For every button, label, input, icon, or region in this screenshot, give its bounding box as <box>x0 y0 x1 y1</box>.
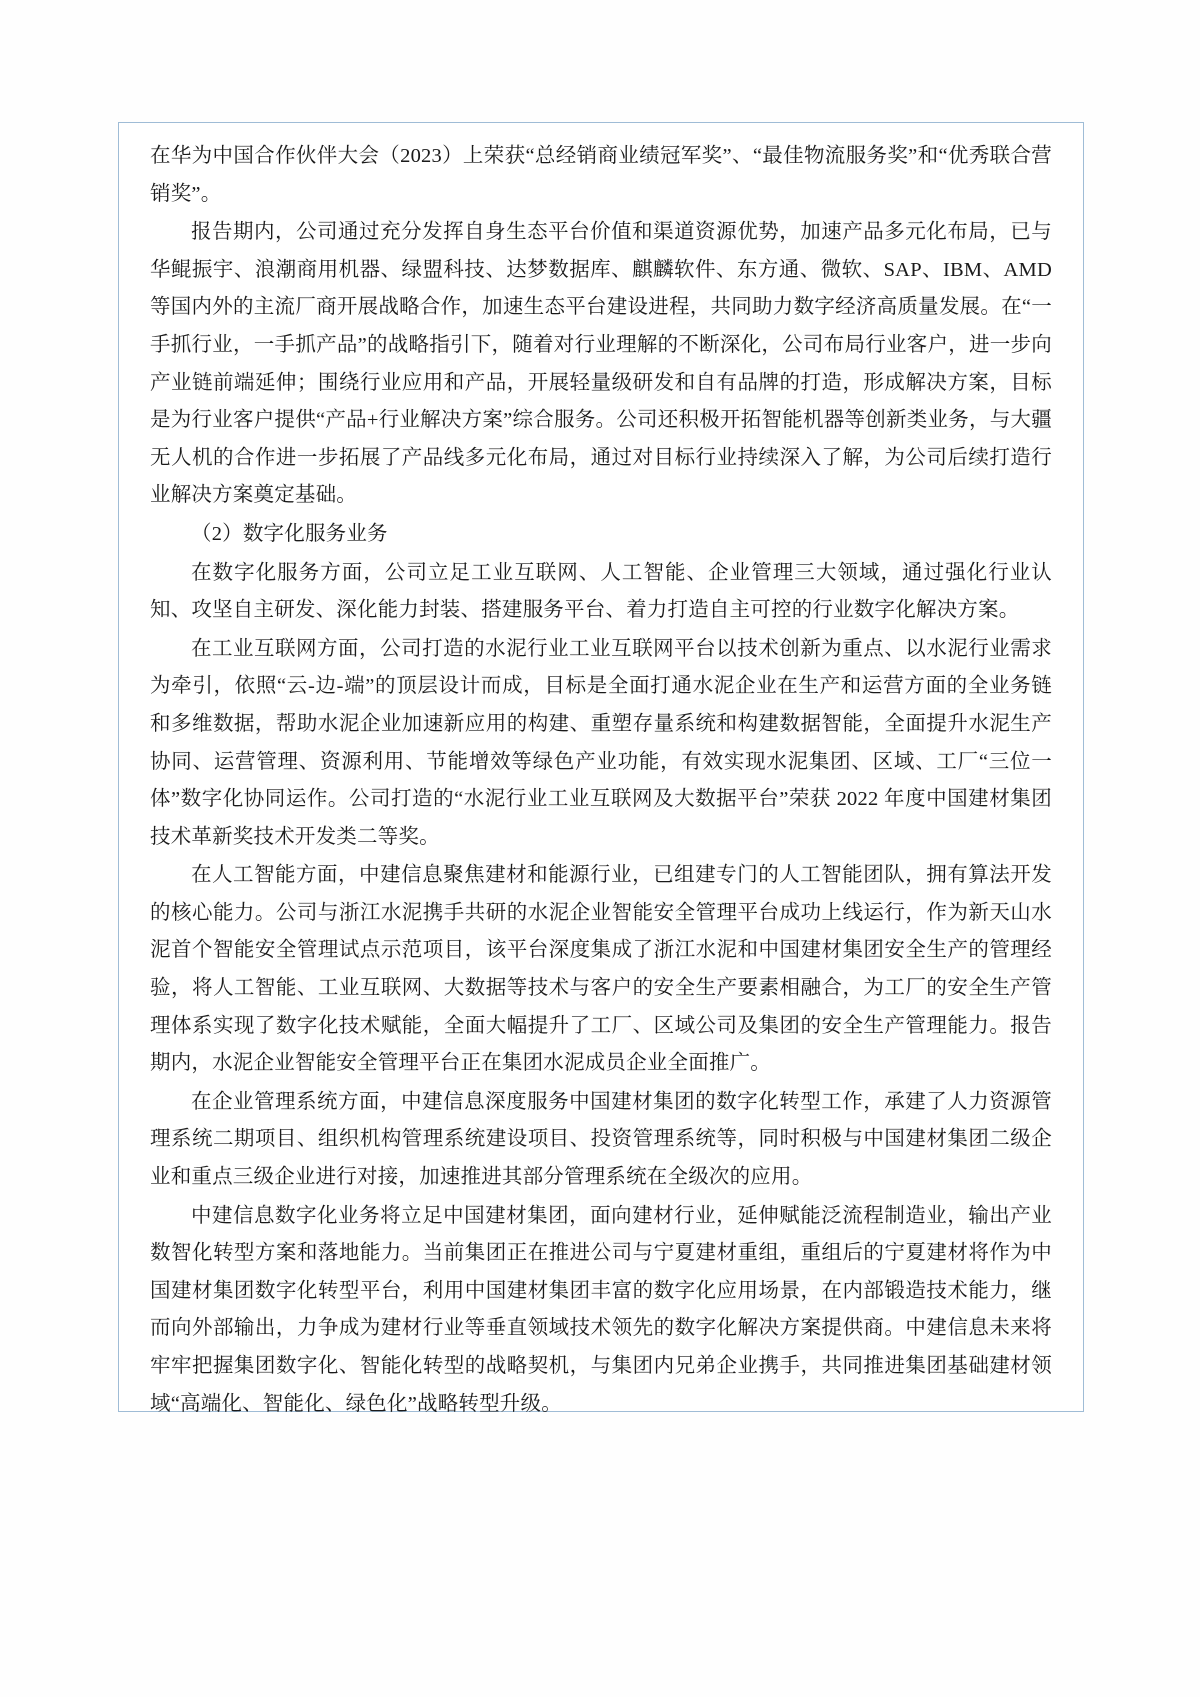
paragraph: 在企业管理系统方面，中建信息深度服务中国建材集团的数字化转型工作，承建了人力资源管理系统二期项目、组织机构管理系统建设项目、投资管理系统等，同时积极与中国建材集团二级企业和重点三级企业进行对接，加速推进其部分管理系统在全级次的应用。 <box>150 1090 1052 1189</box>
paragraph: 报告期内，公司通过充分发挥自身生态平台价值和渠道资源优势，加速产品多元化布局，已与华鲲振宇、浪潮商用机器、绿盟科技、达梦数据库、麒麟软件、东方通、微软、SAP、IBM、AMD 等国内外的主流厂商开展战略合作，加速生态平台建设进程，共同助力数字经济高质量发展。在“一手抓行业，一手抓产品”的战略指引下，随着对行业理解的不断深化，公司布局行业客户，进一步向产业链前端延伸；围绕行业应用和产品，开展轻量级研发和自有品牌的打造，形成解决方案，目标是为行业客户提供“产品+行业解决方案”综合服务。公司还积极开拓智能机器等创新类业务，与大疆无人机的合作进一步拓展了产品线多元化布局，通过对目标行业持续深入了解，为公司后续打造行业解决方案奠定基础。 <box>150 221 1052 507</box>
paragraph: 在华为中国合作伙伴大会（2023）上荣获“总经销商业绩冠军奖”、“最佳物流服务奖”和“优秀联合营销奖”。 <box>150 145 1052 205</box>
paragraph: 在数字化服务方面，公司立足工业互联网、人工智能、企业管理三大领域，通过强化行业认知、攻坚自主研发、深化能力封装、搭建服务平台、着力打造自主可控的行业数字化解决方案。 <box>150 561 1052 622</box>
paragraph: 在工业互联网方面，公司打造的水泥行业工业互联网平台以技术创新为重点、以水泥行业需求为牵引，依照“云-边-端”的顶层设计而成，目标是全面打通水泥企业在生产和运营方面的全业务链和多维数据，帮助水泥企业加速新应用的构建、重塑存量系统和构建数据智能，全面提升水泥生产协同、运营管理、资源利用、节能增效等绿色产业功能，有效实现水泥集团、区域、工厂“三位一体”数字化协同运作。公司打造的“水泥行业工业互联网及大数据平台”荣获 2022 年度中国建材集团技术革新奖技术开发类二等奖。 <box>150 637 1052 848</box>
paragraph: 中建信息数字化业务将立足中国建材集团，面向建材行业，延伸赋能泛流程制造业，输出产业数智化转型方案和落地能力。当前集团正在推进公司与宁夏建材重组，重组后的宁夏建材将作为中国建材集团数字化转型平台，利用中国建材集团丰富的数字化应用场景，在内部锻造技术能力，继而向外部输出，力争成为建材行业等垂直领域技术领先的数字化解决方案提供商。中建信息未来将牢牢把握集团数字化、智能化转型的战略契机，与集团内兄弟企业携手，共同推进集团基础建材领域“高端化、智能化、绿色化”战略转型升级。 <box>150 1204 1052 1415</box>
paragraph: 在人工智能方面，中建信息聚焦建材和能源行业，已组建专门的人工智能团队，拥有算法开发的核心能力。公司与浙江水泥携手共研的水泥企业智能安全管理平台成功上线运行，作为新天山水泥首个智能安全管理试点示范项目，该平台深度集成了浙江水泥和中国建材集团安全生产的管理经验，将人工智能、工业互联网、大数据等技术与客户的安全生产要素相融合，为工厂的安全生产管理体系实现了数字化技术赋能，全面大幅提升了工厂、区域公司及集团的安全生产管理能力。报告期内，水泥企业智能安全管理平台正在集团水泥成员企业全面推广。 <box>150 864 1052 1075</box>
page-text-content <box>132 128 1070 1434</box>
section-heading: （2）数字化服务业务 <box>191 522 388 545</box>
